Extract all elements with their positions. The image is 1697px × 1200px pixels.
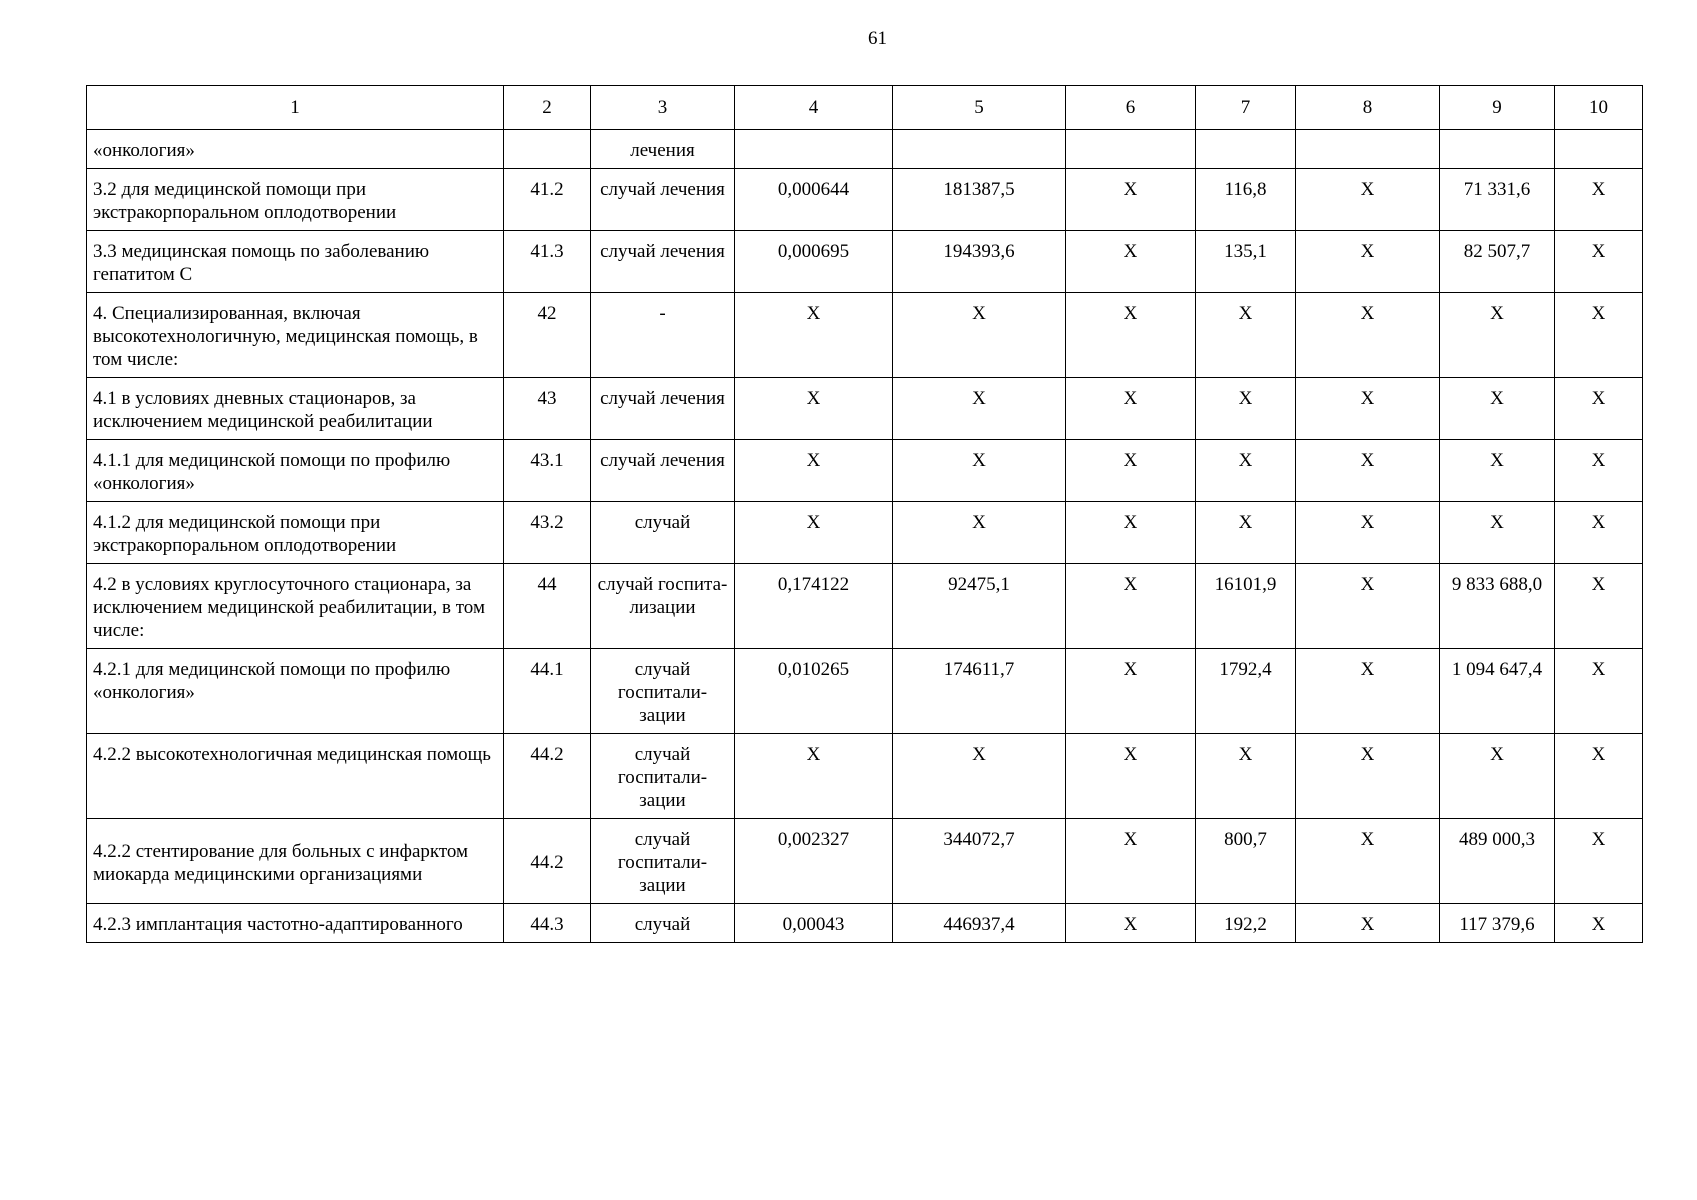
table-cell: 71 331,6 — [1440, 169, 1555, 231]
table-cell: X — [1555, 819, 1643, 904]
table-cell: 16101,9 — [1196, 564, 1296, 649]
row-unit-cell: лечения — [591, 130, 735, 169]
row-unit-cell: случай лечения — [591, 231, 735, 293]
column-header: 1 — [87, 86, 504, 130]
table-cell: X — [1555, 904, 1643, 943]
table-cell: X — [1296, 293, 1440, 378]
table-cell: 192,2 — [1196, 904, 1296, 943]
table-cell: X — [1066, 649, 1196, 734]
table-cell: X — [1296, 502, 1440, 564]
table-cell: X — [1066, 564, 1196, 649]
table-row — [87, 734, 1643, 819]
table-cell: X — [735, 734, 893, 819]
table-cell: X — [1196, 378, 1296, 440]
row-name-cell: «онкология» — [87, 130, 504, 169]
table-cell: X — [1440, 734, 1555, 819]
row-unit-cell: случай — [591, 904, 735, 943]
table-row — [87, 440, 1643, 502]
table-cell: X — [735, 440, 893, 502]
table-header-row — [87, 86, 1643, 130]
table-row — [87, 378, 1643, 440]
row-name-cell: 4.2.3 имплантация частотно-адаптированного — [87, 904, 504, 943]
table-cell: X — [1555, 169, 1643, 231]
table-cell: X — [1555, 502, 1643, 564]
table-cell: X — [1296, 169, 1440, 231]
table-cell: 446937,4 — [893, 904, 1066, 943]
table-row — [87, 169, 1643, 231]
row-code-cell: 43.2 — [504, 502, 591, 564]
column-header: 9 — [1440, 86, 1555, 130]
row-unit-cell: случай — [591, 502, 735, 564]
table-cell: X — [1440, 502, 1555, 564]
row-name-cell: 3.3 медицинская помощь по заболеванию гепатитом С — [87, 231, 504, 293]
table-cell: X — [1555, 231, 1643, 293]
row-name-cell: 4.1.2 для медицинской помощи при экстракорпоральном оплодотворении — [87, 502, 504, 564]
table-cell — [1440, 130, 1555, 169]
table-cell: X — [1296, 904, 1440, 943]
table-cell: X — [1555, 734, 1643, 819]
table-cell: X — [1066, 819, 1196, 904]
row-code-cell: 44.1 — [504, 649, 591, 734]
table-cell: X — [1555, 440, 1643, 502]
table-cell: X — [1555, 293, 1643, 378]
row-code-cell: 41.2 — [504, 169, 591, 231]
page-number: 61 — [868, 28, 887, 49]
table-cell: 1 094 647,4 — [1440, 649, 1555, 734]
column-header: 10 — [1555, 86, 1643, 130]
row-code-cell: 43 — [504, 378, 591, 440]
row-unit-cell: случай госпитали-зации — [591, 734, 735, 819]
table-cell: 135,1 — [1196, 231, 1296, 293]
table-cell: X — [1440, 293, 1555, 378]
row-code-cell: 44.2 — [504, 819, 591, 904]
table-row — [87, 564, 1643, 649]
table-cell: X — [1296, 819, 1440, 904]
row-name-cell: 4.2.1 для медицинской помощи по профилю «онкология» — [87, 649, 504, 734]
table-cell: 1792,4 — [1196, 649, 1296, 734]
table-cell — [1555, 130, 1643, 169]
row-name-cell: 4.1.1 для медицинской помощи по профилю «онкология» — [87, 440, 504, 502]
table-cell: X — [1066, 904, 1196, 943]
table-cell: 82 507,7 — [1440, 231, 1555, 293]
table-cell: 117 379,6 — [1440, 904, 1555, 943]
table-row — [87, 649, 1643, 734]
table-cell: X — [735, 293, 893, 378]
table-cell — [1196, 130, 1296, 169]
table-cell: X — [1196, 502, 1296, 564]
row-unit-cell: - — [591, 293, 735, 378]
table-cell: X — [735, 502, 893, 564]
table-cell: 174611,7 — [893, 649, 1066, 734]
table-cell: X — [1296, 564, 1440, 649]
table-cell: X — [1296, 440, 1440, 502]
row-code-cell: 44.3 — [504, 904, 591, 943]
table-cell: X — [1296, 378, 1440, 440]
table-cell — [1066, 130, 1196, 169]
column-header: 7 — [1196, 86, 1296, 130]
data-table — [86, 85, 1643, 943]
table-cell: 194393,6 — [893, 231, 1066, 293]
table-cell: 0,010265 — [735, 649, 893, 734]
table-cell: X — [1066, 293, 1196, 378]
row-code-cell: 42 — [504, 293, 591, 378]
table-cell: X — [1066, 378, 1196, 440]
table-cell: 9 833 688,0 — [1440, 564, 1555, 649]
table-row — [87, 130, 1643, 169]
row-name-cell: 4. Специализированная, включая высокотехнологичную, медицинская помощь, в том числе: — [87, 293, 504, 378]
table-cell: X — [1066, 231, 1196, 293]
column-header: 8 — [1296, 86, 1440, 130]
row-name-cell: 4.2.2 высокотехнологичная медицинская помощь — [87, 734, 504, 819]
row-name-cell: 4.1 в условиях дневных стационаров, за исключением медицинской реабилитации — [87, 378, 504, 440]
table-cell: X — [893, 502, 1066, 564]
row-unit-cell: случай госпита-лизации — [591, 564, 735, 649]
row-code-cell: 41.3 — [504, 231, 591, 293]
column-header: 6 — [1066, 86, 1196, 130]
table-cell: 0,000644 — [735, 169, 893, 231]
row-name-cell: 4.2.2 стентирование для больных с инфарктом миокарда медицинскими организациями — [87, 819, 504, 904]
row-code-cell: 44.2 — [504, 734, 591, 819]
table-cell: X — [893, 378, 1066, 440]
table-cell: X — [1296, 649, 1440, 734]
table-row — [87, 819, 1643, 904]
row-unit-cell: случай госпитали-зации — [591, 819, 735, 904]
table-row — [87, 904, 1643, 943]
table-cell: X — [1196, 293, 1296, 378]
table-cell: X — [893, 293, 1066, 378]
table-cell: 181387,5 — [893, 169, 1066, 231]
table-cell: 0,000695 — [735, 231, 893, 293]
row-code-cell: 44 — [504, 564, 591, 649]
table-cell: X — [1196, 440, 1296, 502]
table-cell: X — [1296, 231, 1440, 293]
table-cell: X — [1296, 734, 1440, 819]
row-name-cell: 4.2 в условиях круглосуточного стационара, за исключением медицинской реабилитации, в том числе: — [87, 564, 504, 649]
row-code-cell — [504, 130, 591, 169]
row-unit-cell: случай лечения — [591, 440, 735, 502]
table-cell: X — [1440, 378, 1555, 440]
table-cell: 800,7 — [1196, 819, 1296, 904]
table-cell: 0,174122 — [735, 564, 893, 649]
table-cell: 116,8 — [1196, 169, 1296, 231]
table-cell: X — [1066, 440, 1196, 502]
table-cell: X — [1555, 378, 1643, 440]
row-unit-cell: случай лечения — [591, 378, 735, 440]
table-cell: X — [1440, 440, 1555, 502]
table-cell — [735, 130, 893, 169]
column-header: 5 — [893, 86, 1066, 130]
column-header: 3 — [591, 86, 735, 130]
table-cell: X — [1555, 649, 1643, 734]
table-cell: 0,002327 — [735, 819, 893, 904]
table-cell: 92475,1 — [893, 564, 1066, 649]
table-cell: X — [1196, 734, 1296, 819]
table-cell: X — [735, 378, 893, 440]
column-header: 2 — [504, 86, 591, 130]
table-cell: 489 000,3 — [1440, 819, 1555, 904]
table-cell: X — [893, 734, 1066, 819]
table-cell: 344072,7 — [893, 819, 1066, 904]
column-header: 4 — [735, 86, 893, 130]
table-cell — [1296, 130, 1440, 169]
table-cell: X — [1066, 502, 1196, 564]
table-cell: 0,00043 — [735, 904, 893, 943]
table-row — [87, 293, 1643, 378]
row-unit-cell: случай лечения — [591, 169, 735, 231]
table-cell: X — [1066, 734, 1196, 819]
table-cell: X — [1066, 169, 1196, 231]
row-unit-cell: случай госпитали-зации — [591, 649, 735, 734]
table-cell — [893, 130, 1066, 169]
table-cell: X — [1555, 564, 1643, 649]
row-name-cell: 3.2 для медицинской помощи при экстракорпоральном оплодотворении — [87, 169, 504, 231]
table-row — [87, 231, 1643, 293]
row-code-cell: 43.1 — [504, 440, 591, 502]
table-row — [87, 502, 1643, 564]
table-cell: X — [893, 440, 1066, 502]
